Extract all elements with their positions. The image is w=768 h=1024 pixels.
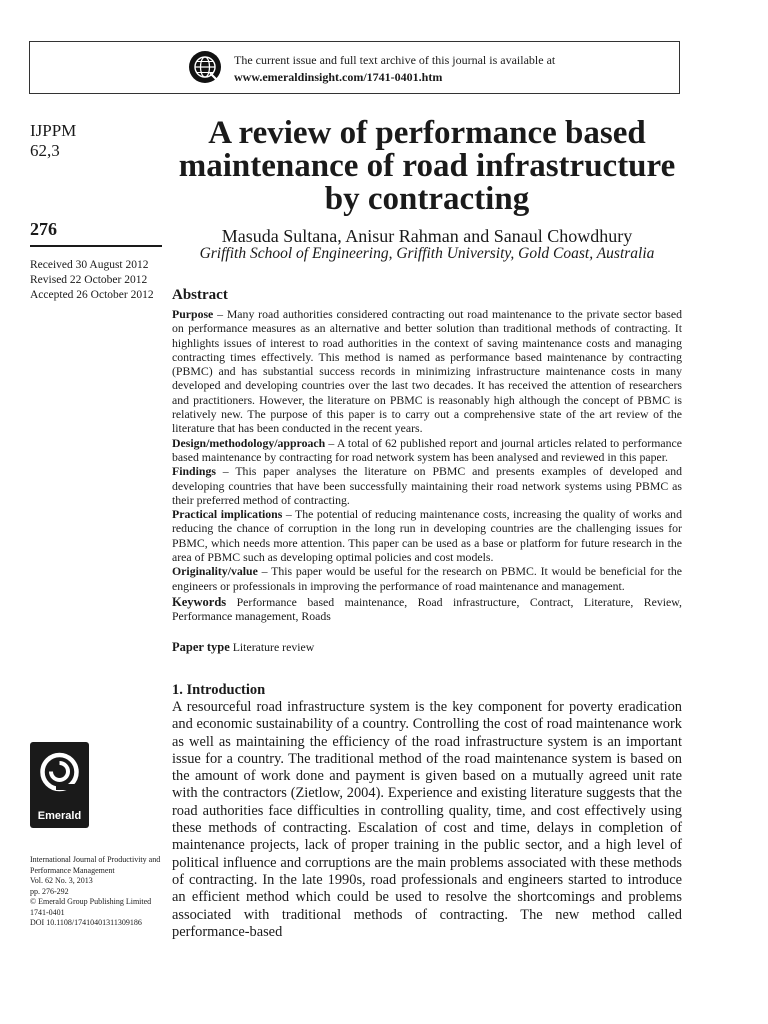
revised-date: Revised 22 October 2012: [30, 274, 148, 286]
abstract-practical: [172, 507, 682, 564]
introduction-paragraph: A resourceful road infrastructure system is the key component for poverty eradication and economic sustainability of a country. Controlling the cost of road maintenance work as well as maintaining the efficiency of the road infrastructure system is an important issue for a country. The traditional method of the road maintenance system is based on the amount of work done and payment is given based on a mutually agreed unit rate with the contractors (Zietlow, 2004). Experience and existing literature suggests that the road authorities face difficulties in controlling quality, time, and cost effectively using these methods of contracting. Escalation of cost and time, delays in completion of maintenance projects, lack of proper training in the public sector, and a high level of political influence and corruptions are the main problems associated with these methods of contracting. In the late 1990s, road professionals and engineers started to introduce an efficient method which could be used to resolve the shortcomings and problems associated with traditional methods of contracting. The new method called performance-based: [172, 699, 682, 940]
globe-icon: [188, 50, 222, 84]
purpose-text: – Many road authorities considered contracting out road maintenance to the private sector based on performance measures as an alternative and better solution than traditional methods of contracting. It highlights issues of interest to road authorities in the context of saving maintenance costs and managing contracting times effectively. This method is named as performance based maintenance by contracting (PBMC) and has substantial success records in minimizing infrastructure maintenance costs in many developed and developing countries over the last two decades. It has received the attention of researchers and practitioners. However, the literature on PBMC is reasonably high although the concept of PBMC is relatively new. The purpose of this paper is to carry out a comprehensive state of the art review of the literature that has been conducted in the recent years.: [172, 307, 682, 436]
emerald-swirl-icon: [30, 742, 89, 806]
introduction-body: [172, 699, 682, 941]
emerald-logo-label: Emerald: [37, 810, 82, 822]
abstract-findings: [172, 464, 682, 507]
archive-url-link[interactable]: www.emeraldinsight.com/1741-0401.htm: [234, 70, 443, 84]
volume-issue: 62,3: [30, 141, 60, 160]
practical-text: – The potential of reducing maintenance costs, increasing the quality of works and reducing the chance of corruption in the long run in developing countries are the challenging issues for PBMC, which needs more attention. This paper can be used as a base or platform for future research in the area of PBMC such as developing optimal policies and cost models.: [172, 507, 682, 565]
citation-issn: 1741-0401: [30, 907, 65, 917]
abstract-paper-type: [172, 640, 314, 655]
findings-label: Findings: [172, 464, 216, 479]
citation-copyright: © Emerald Group Publishing Limited: [30, 897, 152, 906]
originality-text: – This paper would be useful for the research on PBMC. It would be beneficial for the engineers or professionals in improving the performance of road maintenance and management.: [172, 564, 682, 593]
journal-volume-marker: [30, 121, 76, 161]
journal-archive-banner: [29, 41, 680, 94]
author-affiliation: Griffith School of Engineering, Griffith University, Gold Coast, Australia: [199, 245, 655, 262]
received-date: Received 30 August 2012: [30, 259, 149, 271]
archive-notice: The current issue and full text archive of this journal is available at: [234, 53, 556, 67]
design-label: Design/methodology/approach: [172, 435, 326, 450]
page-number: 276: [30, 219, 57, 239]
abstract-purpose: [172, 307, 682, 436]
abstract-body: [172, 307, 682, 624]
paper-type-label: Paper type: [172, 640, 230, 654]
emerald-logo-icon: [30, 742, 89, 828]
originality-label: Originality/value: [172, 564, 258, 579]
purpose-label: Purpose: [172, 307, 214, 321]
citation-doi: DOI 10.1108/17410401311309186: [30, 918, 142, 927]
abstract-heading: Abstract: [172, 287, 228, 303]
submission-dates: [30, 258, 154, 303]
practical-label: Practical implications: [172, 507, 283, 522]
citation-pages: pp. 276-292: [30, 886, 69, 896]
author-list: Masuda Sultana, Anisur Rahman and Sanaul Chowdhury: [221, 226, 633, 246]
abstract-design: [172, 436, 682, 465]
introduction-heading: 1. Introduction: [172, 682, 266, 698]
article-title: A review of performance based maintenance of road infrastructure by contracting: [178, 115, 676, 217]
design-text: – A total of 62 published report and journal articles related to performance based maintenance by contracting for road network system has been analysed and reviewed in this paper.: [172, 435, 682, 464]
paper-type-text: Literature review: [229, 640, 315, 654]
accepted-date: Accepted 26 October 2012: [30, 289, 154, 301]
margin-divider: [30, 245, 162, 247]
citation-journal: International Journal of Productivity and Performance Management: [30, 855, 161, 875]
journal-code: IJPPM: [30, 121, 77, 140]
abstract-originality: [172, 564, 682, 593]
keywords-text: Performance based maintenance, Road infrastructure, Contract, Literature, Review, Performance management, Roads: [172, 594, 682, 624]
citation-block: [30, 855, 170, 929]
findings-text: – This paper analyses the literature on PBMC and presents examples of developed and developing countries that have been successfully maintaining their road network systems using PBMC as their preferred method of contracting.: [172, 464, 682, 507]
keywords-label: Keywords: [172, 594, 227, 609]
citation-volume: Vol. 62 No. 3, 2013: [30, 876, 93, 885]
abstract-keywords: [172, 595, 682, 624]
